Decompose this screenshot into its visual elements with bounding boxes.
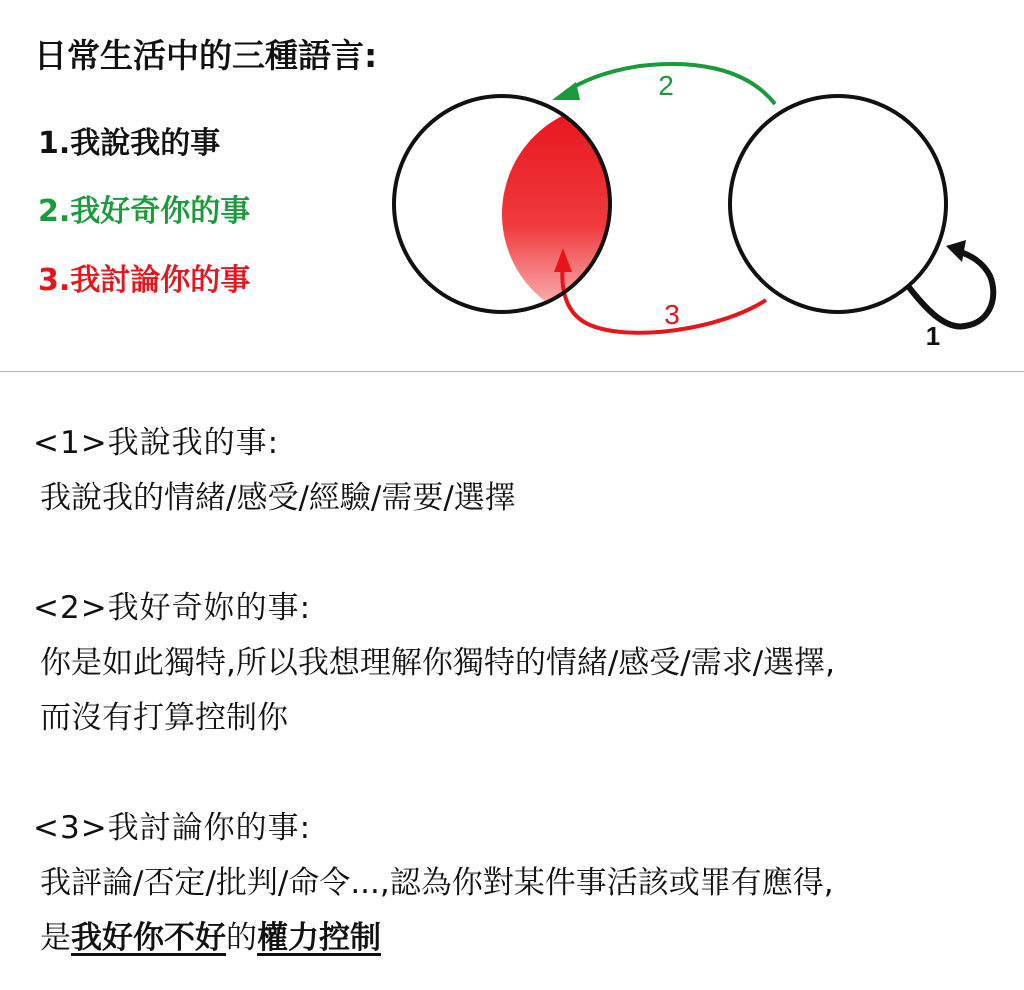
arrow-label-1: 1 <box>925 321 941 351</box>
arrow-2-head <box>552 82 580 100</box>
page-title: 日常生活中的三種語言: <box>34 36 378 75</box>
section-2-line-2: 而沒有打算控制你 <box>40 700 288 736</box>
section-2-line-1: 你是如此獨特,所以我想理解你獨特的情緒/感受/需求/選擇, <box>40 645 836 681</box>
section-3-line-2-prefix: 是 <box>40 920 71 956</box>
legend-item-3: 3.我討論你的事 <box>38 263 251 298</box>
section-1-heading: <1>我說我的事: <box>33 425 280 461</box>
section-3-heading: <3>我討論你的事: <box>33 810 312 846</box>
section-1-line-1: 我說我的情緒/感受/經驗/需要/選擇 <box>40 480 516 516</box>
divider-line <box>0 371 1024 372</box>
legend-item-1: 1.我說我的事 <box>38 126 221 161</box>
section-2-heading: <2>我好奇妳的事: <box>33 590 312 626</box>
arrow-1-head <box>946 240 966 262</box>
other-circle <box>730 96 946 312</box>
section-3-emphasis-2: 權力控制 <box>257 920 381 956</box>
arrow-label-2: 2 <box>658 70 674 101</box>
overlap-region <box>502 104 722 324</box>
section-3-emphasis-1: 我好你不好 <box>71 920 226 956</box>
section-3-line-2-mid: 的 <box>226 920 257 956</box>
section-3-line-2 <box>40 912 381 957</box>
section-3-line-1: 我評論/否定/批判/命令...,認為你對某件事活該或罪有應得, <box>40 865 834 901</box>
legend-item-2: 2.我好奇你的事 <box>38 194 251 229</box>
arrow-label-3: 3 <box>664 299 680 330</box>
three-languages-diagram <box>0 0 1024 372</box>
